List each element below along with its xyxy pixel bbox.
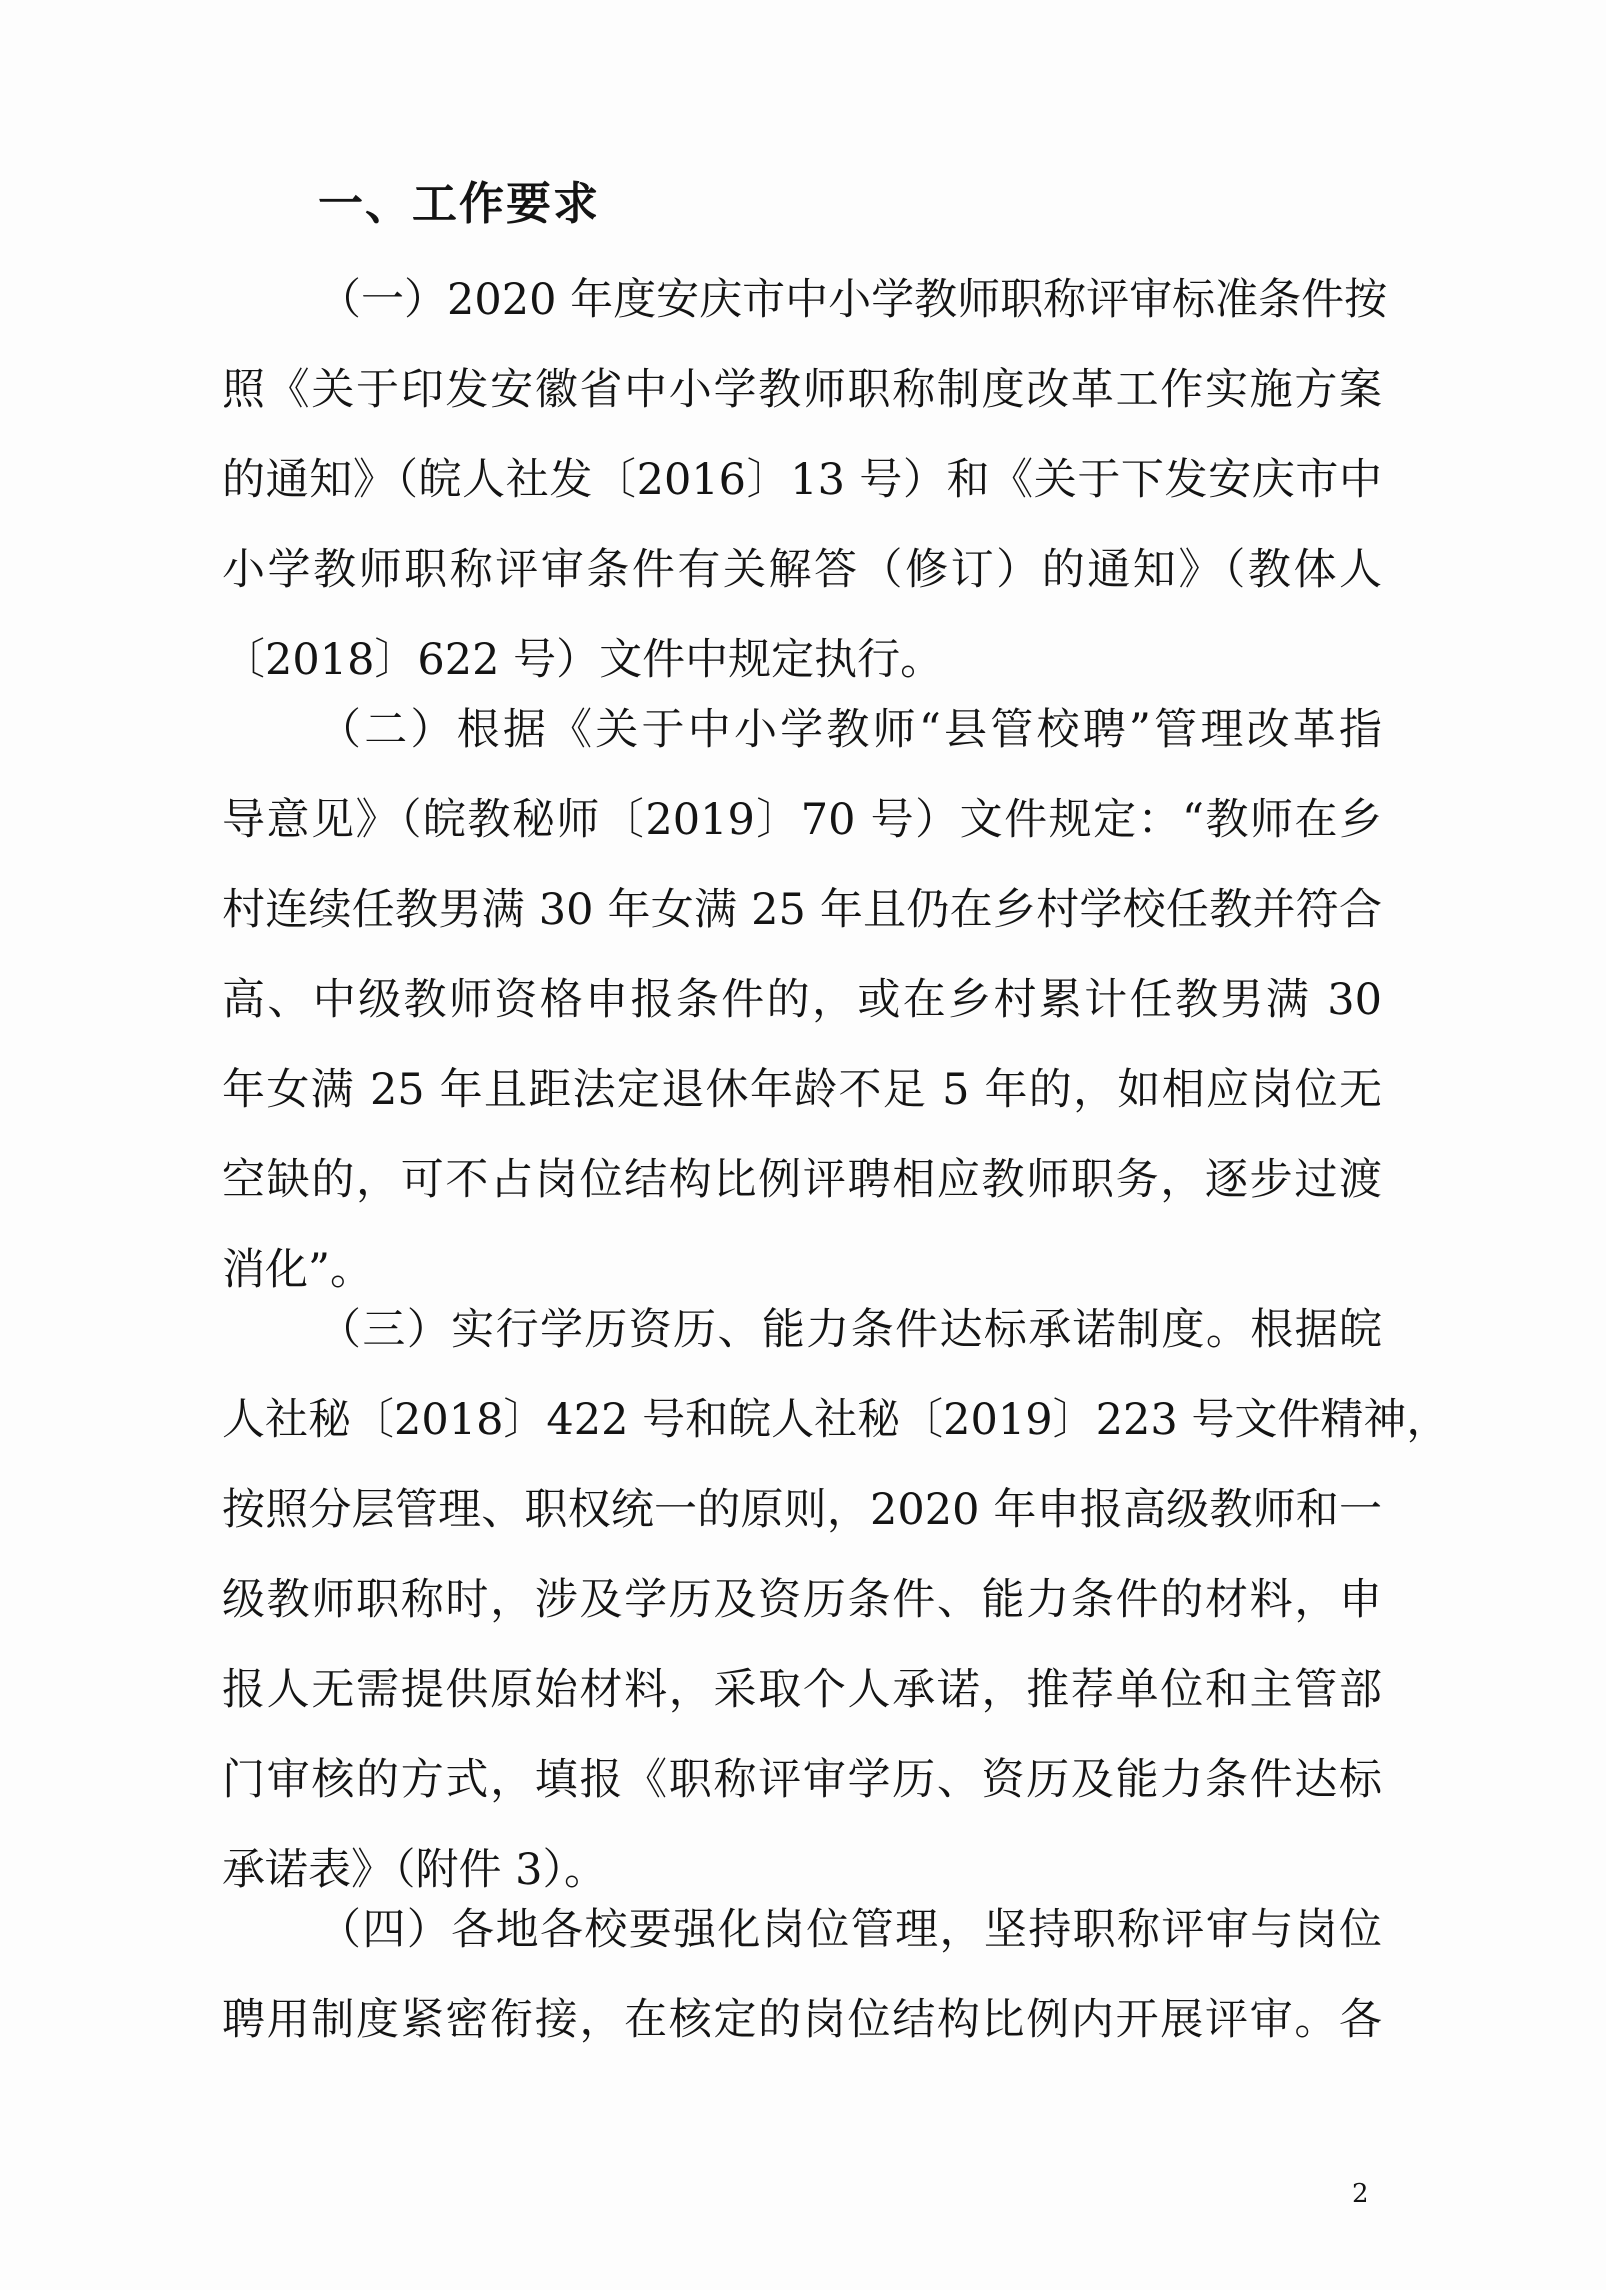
paragraph-2-line-7: 消化”。 xyxy=(222,1245,373,1295)
paragraph-3-line-6: 门审核的方式，填报《职称评审学历、资历及能力条件达标 xyxy=(222,1755,1382,1805)
paragraph-4-line-2: 聘用制度紧密衔接，在核定的岗位结构比例内开展评审。各 xyxy=(222,1995,1382,2045)
paragraph-2-line-5: 年女满 25 年且距法定退休年龄不足 5 年的，如相应岗位无 xyxy=(222,1065,1382,1115)
paragraph-3-line-1: （三）实行学历资历、能力条件达标承诺制度。根据皖 xyxy=(318,1305,1382,1355)
section-heading: 一、工作要求 xyxy=(318,177,601,230)
paragraph-4-line-1: （四）各地各校要强化岗位管理，坚持职称评审与岗位 xyxy=(318,1905,1382,1955)
paragraph-1-line-2: 照《关于印发安徽省中小学教师职称制度改革工作实施方案 xyxy=(222,365,1382,415)
paragraph-2-line-2: 导意见》（皖教秘师〔2019〕70 号）文件规定：“教师在乡 xyxy=(222,795,1382,845)
paragraph-1-line-4: 小学教师职称评审条件有关解答（修订）的通知》（教体人 xyxy=(222,545,1382,595)
paragraph-2-line-4: 高、中级教师资格申报条件的，或在乡村累计任教男满 30 xyxy=(222,975,1382,1025)
page-number: 2 xyxy=(1352,2179,1369,2209)
paragraph-3-line-2: 人社秘〔2018〕422 号和皖人社秘〔2019〕223 号文件精神， xyxy=(222,1395,1450,1445)
paragraph-3-line-5: 报人无需提供原始材料，采取个人承诺，推荐单位和主管部 xyxy=(222,1665,1382,1715)
paragraph-1-line-1: （一）2020 年度安庆市中小学教师职称评审标准条件按 xyxy=(318,275,1388,325)
paragraph-1-line-5: 〔2018〕622 号）文件中规定执行。 xyxy=(222,635,944,685)
paragraph-2-line-6: 空缺的，可不占岗位结构比例评聘相应教师职务，逐步过渡 xyxy=(222,1155,1382,1205)
paragraph-2-line-3: 村连续任教男满 30 年女满 25 年且仍在乡村学校任教并符合 xyxy=(222,885,1382,935)
paragraph-3-line-7: 承诺表》（附件 3）。 xyxy=(222,1845,608,1895)
paragraph-3-line-4: 级教师职称时，涉及学历及资历条件、能力条件的材料，申 xyxy=(222,1575,1382,1625)
paragraph-2-line-1: （二）根据《关于中小学教师“县管校聘”管理改革指 xyxy=(318,705,1382,755)
paragraph-3-line-3: 按照分层管理、职权统一的原则，2020 年申报高级教师和一 xyxy=(222,1485,1382,1535)
paragraph-1-line-3: 的通知》（皖人社发〔2016〕13 号）和《关于下发安庆市中 xyxy=(222,455,1382,505)
